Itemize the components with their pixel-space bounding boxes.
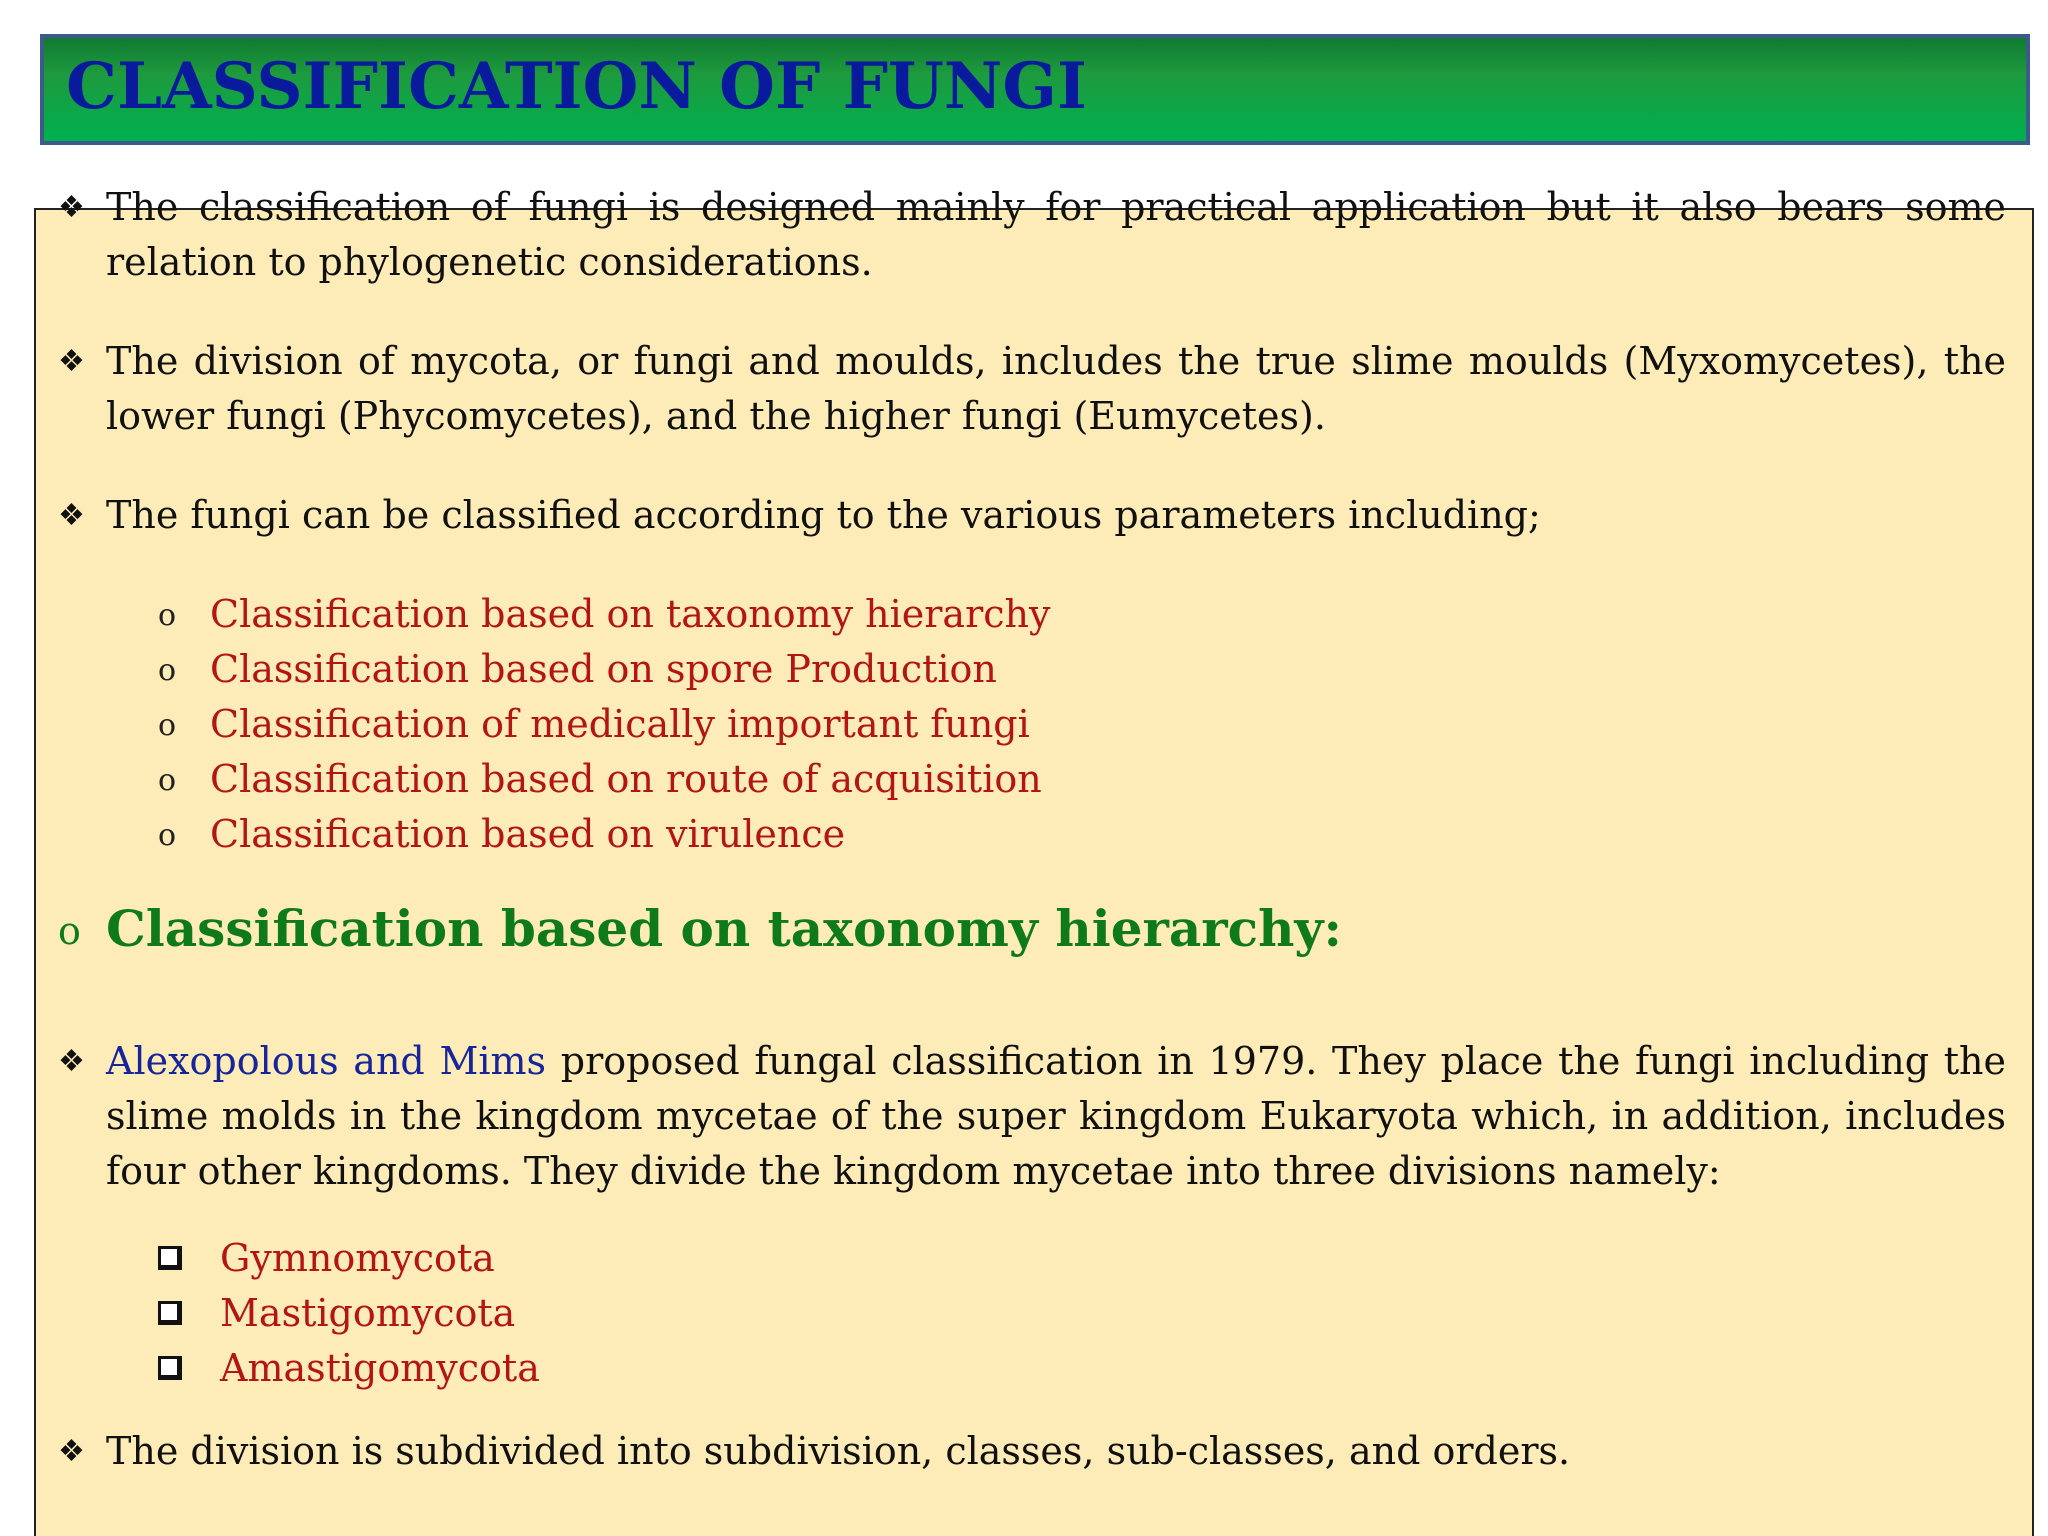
diamond-bullet-icon: ❖ [58,1434,85,1469]
section-heading-text: Classification based on taxonomy hierarchy: [106,899,1342,958]
diamond-bullet-icon: ❖ [58,1044,85,1079]
spacer [58,1199,2006,1231]
circle-bullet-icon: o [158,763,177,798]
author-names: Alexopolous and Mims [106,1039,547,1083]
list-item-text: Amastigomycota [220,1346,540,1390]
diamond-bullet-icon: ❖ [58,498,85,533]
diamond-bullet-icon: ❖ [58,190,85,225]
circle-bullet-icon: o [158,598,177,633]
list-item-text: Gymnomycota [220,1236,495,1280]
spacer [58,862,2006,894]
bullet-text: The division of mycota, or fungi and moulds, includes the true slime moulds (Myxomycetes), the lower fungi (Phycomycetes), and the higher fungi (Eumycetes). [106,339,2006,438]
list-item [158,587,2006,642]
bullet-practical-application [58,180,2006,290]
section-heading [58,894,2006,964]
division-list [58,1231,2006,1396]
list-item [158,697,2006,752]
spacer [58,543,2006,587]
circle-bullet-icon: o [58,909,81,953]
list-item [158,1286,2006,1341]
spacer [58,1396,2006,1424]
list-item [158,1231,2006,1286]
spacer [58,444,2006,488]
list-item-text: Classification of medically important fungi [210,702,1030,746]
title-bar [40,34,2030,145]
list-item-text: Classification based on route of acquisition [210,757,1042,801]
list-item [158,1341,2006,1396]
list-item-text: Mastigomycota [220,1291,516,1335]
checkbox-square-icon [158,1301,182,1325]
bullet-alexopolous-mims [58,1034,2006,1199]
circle-bullet-icon: o [158,818,177,853]
spacer [58,290,2006,334]
bullet-text: The classification of fungi is designed mainly for practical application but it also bears some relation to phylogenetic considerations. [106,185,2006,284]
circle-bullet-icon: o [158,708,177,743]
list-item [158,752,2006,807]
parameter-list [58,587,2006,862]
bullet-division-of-mycota [58,334,2006,444]
page-title: CLASSIFICATION OF FUNGI [66,49,1087,124]
checkbox-square-icon [158,1246,182,1270]
content-body [58,180,2006,1479]
bullet-text: The fungi can be classified according to the various parameters including; [106,493,1541,537]
bullet-text: proposed fungal classification in 1979. They place the fungi including the slime molds in the kingdom mycetae of the super kingdom Eukaryota which, in addition, includes four other kingdoms. They divide the kingdom mycetae into three divisions namely: [106,1039,2006,1193]
checkbox-square-icon [158,1356,182,1380]
list-item-text: Classification based on virulence [210,812,846,856]
bullet-parameters-intro [58,488,2006,543]
list-item [158,642,2006,697]
circle-bullet-icon: o [158,653,177,688]
bullet-subdivision [58,1424,2006,1479]
list-item-text: Classification based on spore Production [210,647,997,691]
spacer [58,964,2006,1034]
bullet-text: The division is subdivided into subdivision, classes, sub-classes, and orders. [106,1429,1571,1473]
list-item [158,807,2006,862]
list-item-text: Classification based on taxonomy hierarchy [210,592,1051,636]
diamond-bullet-icon: ❖ [58,344,85,379]
